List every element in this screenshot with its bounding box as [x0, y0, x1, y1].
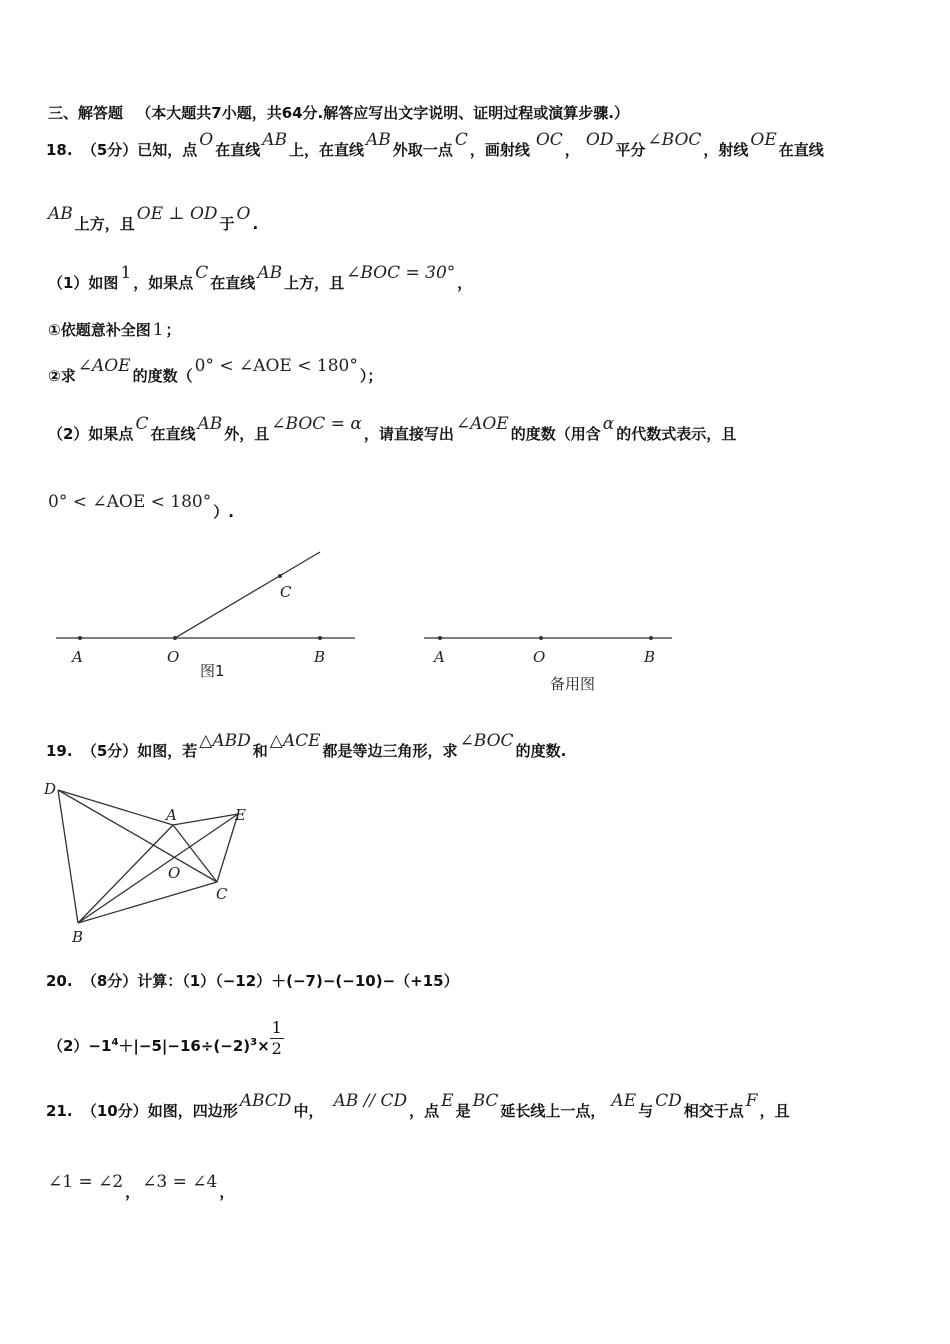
math-AB-parallel-CD: AB // CD	[333, 1091, 408, 1111]
q20-line-1	[46, 971, 459, 991]
point-A	[438, 636, 442, 640]
label-A: A	[72, 648, 83, 666]
q18-text: 在直线	[210, 274, 256, 292]
q19-text: 的度数.	[515, 742, 567, 760]
figure-1	[50, 545, 370, 690]
segment-DB	[58, 790, 78, 923]
math-OE: OE	[750, 130, 777, 150]
q18-text: ，射线	[703, 141, 749, 159]
backup-figure	[420, 545, 690, 695]
math-angle-BOC-30: ∠BOC = 30°	[346, 263, 456, 283]
math-AB: AB	[366, 130, 391, 150]
segment-AB	[78, 825, 173, 923]
q18-text: 的度数（用含	[510, 425, 601, 443]
q19-figure	[40, 778, 270, 948]
segment-DC	[58, 790, 217, 882]
label-C: C	[216, 885, 228, 903]
math-CD: CD	[655, 1091, 682, 1111]
label-B: B	[644, 648, 656, 666]
point-O	[173, 636, 177, 640]
fraction-numerator: 1	[271, 1018, 282, 1037]
math-E: E	[441, 1091, 454, 1111]
q18-text: 的度数（	[132, 367, 193, 385]
q18-text: 外，且	[224, 425, 270, 443]
q18-text: 在直线	[215, 141, 261, 159]
math-AB: AB	[197, 414, 223, 434]
section-note: （本大题共7小题，共64分.解答应写出文字说明、证明过程或演算步骤.）	[136, 104, 629, 122]
segment-DA	[58, 790, 173, 825]
q18-text: ）.	[213, 503, 234, 521]
label-A: A	[166, 806, 177, 824]
math-angle-AOE: ∠AOE	[455, 414, 509, 434]
q21-text: 相交于点	[683, 1102, 744, 1120]
label-O: O	[533, 648, 546, 666]
math-alpha: α	[602, 414, 615, 434]
segment-BC	[78, 882, 217, 923]
label-E: E	[235, 806, 246, 824]
label-B: B	[72, 928, 84, 946]
q21-text: ，点	[409, 1102, 440, 1120]
math-angle-BOC: ∠BOC	[647, 130, 702, 150]
q21-text: 延长线上一点，	[500, 1102, 606, 1120]
q18-text: ②求	[48, 367, 76, 385]
math-1: 1	[120, 263, 132, 283]
q21-score: （10分）	[81, 1102, 148, 1120]
q19-text: 如图，若	[137, 742, 198, 760]
point-C	[278, 574, 282, 578]
q18-part-2	[48, 414, 737, 444]
q18-range-line	[48, 492, 234, 522]
math-AE: AE	[611, 1091, 637, 1111]
q18-text: .	[252, 215, 259, 233]
q21-text: ，且	[759, 1102, 790, 1120]
q20-text: ×	[257, 1037, 270, 1055]
q18-text: ；	[165, 321, 181, 339]
q20-text: ＋|−5|−16÷(−2)	[118, 1037, 251, 1055]
q18-text: 外取一点	[392, 141, 453, 159]
segment-EC	[217, 814, 238, 882]
label-O: O	[167, 648, 180, 666]
math-AB: AB	[48, 204, 73, 224]
math-angle-BOC: ∠BOC	[459, 731, 514, 751]
math-triangle-ACE: △ACE	[269, 731, 321, 751]
q18-sub-2	[48, 356, 383, 386]
q18-text: ，画射线	[469, 141, 530, 159]
math-range: 0° < ∠AOE < 180°	[48, 492, 212, 512]
q21-line-1	[46, 1091, 790, 1121]
q18-text: 在直线	[778, 141, 824, 159]
q18-text: 平分	[615, 141, 646, 159]
q18-text: 的代数式表示，且	[616, 425, 737, 443]
section-title: 三、解答题	[48, 104, 124, 122]
q18-text: 上，在直线	[289, 141, 365, 159]
q18-text: ，	[564, 141, 580, 159]
q19-text: 和	[252, 742, 268, 760]
q18-text: 在直线	[150, 425, 196, 443]
math-angle-1-eq-2: ∠1 = ∠2	[48, 1172, 124, 1192]
q20-part-1: 计算：（1）（−12）＋(−7)−(−10)−（+15）	[137, 972, 459, 990]
q21-number: 21.	[46, 1102, 73, 1120]
math-angle-BOC-alpha: ∠BOC = α	[271, 414, 362, 434]
math-O: O	[236, 204, 251, 224]
q18-text: ，	[457, 274, 473, 292]
q18-text: ）；	[359, 367, 383, 385]
exponent-4: 4	[111, 1037, 119, 1048]
q19-text: 都是等边三角形，求	[322, 742, 458, 760]
figure-1-caption: 图1	[200, 662, 225, 680]
point-A	[78, 636, 82, 640]
point-B	[649, 636, 653, 640]
q20-score: （8分）	[81, 972, 138, 990]
math-O: O	[199, 130, 214, 150]
q20-text: （2）−1	[48, 1037, 112, 1055]
q20-part-2	[48, 1018, 284, 1067]
segment-BE	[78, 814, 238, 923]
math-angle-AOE: ∠AOE	[77, 356, 131, 376]
q18-text: ，如果点	[133, 274, 194, 292]
math-BC: BC	[472, 1091, 499, 1111]
q21-text: 是	[455, 1102, 471, 1120]
label-O: O	[168, 864, 181, 882]
q18-text: 上方，且	[284, 274, 345, 292]
math-F: F	[745, 1091, 758, 1111]
math-ABCD: ABCD	[239, 1091, 292, 1111]
math-AB: AB	[262, 130, 287, 150]
ray-OC	[175, 552, 320, 638]
math-C: C	[195, 263, 209, 283]
q18-text: 上方，且	[74, 215, 135, 233]
q21-text: ，	[219, 1183, 235, 1201]
label-D: D	[44, 780, 57, 798]
math-C: C	[135, 414, 149, 434]
segment-AE	[173, 814, 238, 825]
q19-score: （5分）	[81, 742, 138, 760]
q18-text: （2）如果点	[48, 425, 134, 443]
q21-text: ，	[125, 1183, 141, 1201]
q18-line-2	[48, 204, 259, 234]
math-triangle-ABD: △ABD	[199, 731, 251, 751]
exponent-3: 3	[250, 1037, 258, 1048]
label-B: B	[314, 648, 326, 666]
math-C: C	[454, 130, 468, 150]
math-perpendicular: OE ⊥ OD	[136, 204, 218, 224]
math-angle-3-eq-4: ∠3 = ∠4	[142, 1172, 218, 1192]
label-C: C	[280, 583, 292, 601]
q18-text: ，请直接写出	[363, 425, 454, 443]
label-A: A	[434, 648, 445, 666]
math-range: 0° < ∠AOE < 180°	[194, 356, 358, 376]
point-O	[539, 636, 543, 640]
q18-text: 于	[219, 215, 235, 233]
q21-text: 与	[638, 1102, 654, 1120]
fraction-one-half	[270, 1018, 284, 1059]
q21-line-2	[48, 1172, 235, 1202]
q18-text: （1）如图	[48, 274, 119, 292]
q18-part-1	[48, 263, 473, 293]
math-OC: OC	[535, 130, 563, 150]
q20-number: 20.	[46, 972, 73, 990]
q21-text: 如图，四边形	[147, 1102, 238, 1120]
q21-text: 中，	[293, 1102, 324, 1120]
backup-figure-caption: 备用图	[550, 675, 596, 693]
q18-sub-1	[48, 320, 181, 340]
q18-text: ①依题意补全图	[48, 321, 151, 339]
q19-line-1	[46, 731, 567, 761]
q18-line-1	[46, 130, 824, 160]
math-1: 1	[152, 320, 164, 340]
section-header	[48, 103, 629, 123]
math-AB: AB	[257, 263, 283, 283]
q18-score: （5分）	[81, 141, 138, 159]
point-B	[318, 636, 322, 640]
math-OD: OD	[585, 130, 614, 150]
q19-number: 19.	[46, 742, 73, 760]
q18-text: 已知，点	[137, 141, 198, 159]
q18-number: 18.	[46, 141, 73, 159]
fraction-denominator: 2	[271, 1039, 282, 1058]
